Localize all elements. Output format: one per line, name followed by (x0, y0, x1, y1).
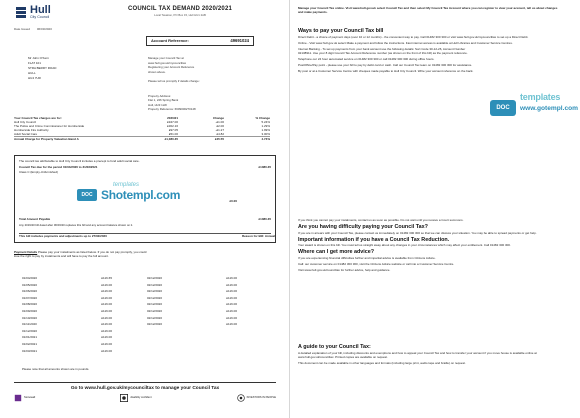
address-line: HULL (28, 71, 36, 75)
instalment-amount: £116.00 (226, 315, 237, 320)
guide-text: A detailed explanation of your bill, including discounts and exemptions and how to appeal your Council Tax and how to transfer your account if you move house is available online at www.hull.gov.uk/counciltax. Printed copies are available on request. (298, 350, 537, 359)
bill-back-page (290, 0, 580, 418)
bill-reason: Reason for Bill: Annual (241, 234, 275, 238)
payment-details-text: Please pay your instalments as listed below. If you do not pay promptly, you could lose the right to pay by instalments and will have to pay the full amount. (14, 250, 147, 259)
instalment-amount: £116.00 (226, 289, 237, 294)
guide-section (298, 344, 562, 367)
period-label: Council Tax due for the period 01/04/2020 to 31/03/2021 (19, 165, 98, 170)
instalment-row (22, 282, 112, 289)
instalment-row (22, 288, 112, 295)
charges-header: 2020/21 (167, 116, 178, 120)
logo-name: Hull (30, 4, 51, 16)
instalment-amount: £116.00 (226, 295, 237, 300)
advice-item: Call: our customer service on 01482 300 300, visit the Citizens Advice website or call into a Customer Service Centre. (298, 261, 455, 266)
watermark-logo (476, 92, 579, 122)
charges-table (14, 116, 270, 142)
instalment-row (22, 315, 112, 322)
pay-method-item: Online - Visit www.hull.gov.uk select Make a payment and follow the instructions. Fast internet access is available at Hull Libraries and Customer Service Centres. (298, 40, 513, 45)
instalment-date: 02/12/2020 (147, 322, 163, 327)
charge-total-change: £45.55 (214, 137, 224, 142)
instalment-row (22, 328, 112, 335)
instalment-date: 01/10/2020 (22, 315, 38, 320)
instalment-date: 01/06/2020 (22, 289, 38, 294)
charge-total-label: Annual Charge for Property Valuation Band A (14, 137, 79, 142)
stonewall-icon (14, 394, 22, 402)
pay-method-item: By post or at a Customer Service Centre with cheques made payable to Hull City Council. Write your account reference on the back. (298, 69, 474, 74)
charge-authority: Adult Social Care (14, 132, 38, 137)
instalment-date: 01/11/2020 (22, 322, 37, 327)
charge-authority: Humberside Fire Authority (14, 128, 49, 133)
instalment-date: 01/12/2020 (22, 328, 38, 333)
amounts-note: Please note that all amounts shown are in pounds. (22, 367, 90, 371)
charges-header: % Change (255, 116, 270, 120)
pay-method-item: Internet Banking - To set up payments from your bank account use the following details: Sort Code 30-12-26, Account Number 02138911. Use your 8 digit Council Tax Account Reference number (as shown on the front of this bill) as the payment reference. (298, 46, 468, 55)
online-intro (298, 6, 562, 14)
date-issued-label: Date Issued (14, 27, 31, 31)
instalment-date: 02/12/2020 (147, 308, 163, 313)
total-payable-value: £1080.35 (258, 217, 271, 221)
charges-row (14, 132, 270, 136)
hull-city-council-logo (14, 6, 51, 21)
instalment-row (147, 295, 237, 302)
instalment-date: 02/12/2020 (147, 302, 163, 307)
charge-authority: The Police and Crime Commissioner for Humberside (14, 124, 85, 129)
ways-to-pay-heading: Ways to pay your Council Tax bill (298, 28, 384, 34)
difficulty-text: If you are in arrears with your Council Tax, please contact us immediately on 01482 300 300 so that we can discuss your situation. You may be able to spread payments or get help. (298, 230, 537, 235)
instalment-row (22, 308, 112, 315)
manage-online-link[interactable]: Go to www.hull.gov.uk/mycounciltax to manage your Council Tax (14, 382, 276, 392)
charge-amount: £97.05 (168, 128, 178, 133)
instalment-row (22, 348, 112, 355)
charge-change: -£1.27 (215, 128, 224, 133)
closing-text: This document can be made available in other languages and formats (including large print, audio tape and braille) on request. (298, 360, 466, 365)
instalment-date: 01/05/2020 (22, 282, 38, 287)
instalment-date: 02/12/2020 (147, 289, 163, 294)
instalment-date: 01/07/2020 (22, 295, 38, 300)
instalment-date: 02/12/2020 (147, 276, 163, 280)
watermark-top-text: templates (520, 92, 561, 102)
address-line: Mr John O'Kern (28, 56, 49, 60)
crown-icon (14, 6, 28, 21)
watermark-main-text: Shotempl.com (101, 188, 181, 202)
instalment-date: 01/04/2020 (22, 276, 38, 280)
instalment-row (22, 275, 112, 282)
difficulty-heading: Are you having difficulty paying your Council Tax? (298, 224, 428, 231)
adult-social-care-note: The council tax attributable to Hull City Council includes a precept to fund adult social care. (19, 159, 140, 163)
address-line: FLAT 101 (28, 61, 41, 65)
page-subtitle: Local Taxation, PO Box 15, Hull HU1 2AB (154, 13, 206, 17)
instalment-amount: £116.00 (226, 302, 237, 307)
charge-amount: £51.00 (168, 132, 178, 137)
account-reference-value: 49691024 (230, 38, 249, 44)
property-line: Property Address: (148, 94, 171, 98)
advice-heading: Where can I get more advice? (298, 249, 375, 256)
accreditation-logos (14, 394, 276, 402)
advice-item: Visit www.hull.gov.uk/counciltax for further advice, help and guidance. (298, 267, 391, 272)
instalment-row (147, 308, 237, 315)
charge-percent: 1.99% (261, 128, 270, 133)
page-title: COUNCIL TAX DEMAND 2020/2021 (127, 6, 233, 12)
account-reference-label: Account Reference: (151, 38, 189, 44)
charge-amount: £947.00 (167, 120, 178, 125)
instalment-date: 02/12/2020 (147, 295, 163, 300)
difficulty-intro: If you think you cannot pay your instalments, contact us as soon as possible. Do not wait until you receive a Court summons. (298, 218, 464, 222)
instalment-date: 02/12/2020 (147, 282, 163, 287)
charge-change: £4.82 (216, 132, 224, 137)
charge-percent: 5.24% (261, 120, 270, 125)
payment-details (14, 250, 150, 258)
watermark-top-text: templates (113, 182, 140, 188)
watermark-doc-icon: DOC (77, 189, 97, 201)
instalment-row (22, 321, 112, 328)
charge-total-amount: £1,080.35 (164, 137, 178, 142)
online-intro-text: Manage your Council Tax online. Visit www.hull.gov.uk select Council Tax and then select My Council Tax Account where you can register to view your account, tell us about changes and make payments. (298, 6, 558, 15)
logo-sub: City Council (30, 15, 50, 19)
advice-item: If you are experiencing financial difficulties further and impartial advice is available from Citizens Advice. (298, 255, 436, 260)
instalment-row (147, 282, 237, 289)
disability-confident-logo (120, 394, 151, 402)
instalment-amount: £116.00 (101, 328, 112, 333)
addressee-block (28, 56, 56, 81)
bill-info-row (19, 235, 275, 239)
instalment-row (147, 275, 237, 282)
investors-in-people-logo (237, 394, 276, 402)
instalment-amount: £116.00 (101, 282, 112, 287)
instalment-row (147, 288, 237, 295)
instalment-amount: £116.00 (226, 276, 237, 280)
instalment-column (147, 275, 237, 328)
manage-line: shown above. (148, 69, 166, 74)
reduction-text: Your award is shown on this bill. You must tell us straight away about any changes in your circumstances which may affect your entitlement. Call 01482 300 300. (298, 243, 511, 248)
property-line: Property Reference: 6609000270148 (148, 107, 196, 112)
property-line: Flat 1, 226 Spring Bank (148, 98, 179, 103)
date-issued-value: 06/03/2020 (36, 27, 52, 31)
instalment-amount: £116.00 (101, 315, 112, 320)
stonewall-logo (14, 394, 35, 402)
charge-authority: Hull City Council (14, 120, 37, 125)
charge-amount: £302.16 (167, 124, 178, 129)
instalment-amount: £116.00 (101, 302, 112, 307)
logo-label: Stonewall (24, 396, 36, 400)
manage-line: Please tell us promptly if details change: (148, 78, 200, 83)
exemption-class: Class C (Empty-Unfurnished) (19, 170, 59, 175)
logo-label: disability confident (130, 396, 152, 400)
instalment-amount: £116.00 (101, 341, 112, 346)
total-payable-label: Total Amount Payable (19, 217, 51, 221)
property-details (148, 94, 258, 112)
investors-in-people-icon (237, 394, 245, 402)
ways-to-pay-section (298, 28, 562, 75)
pay-method-item: Telephone our 24 hour automated service on 01482 300 300 or call 01482 300 300 during office hours. (298, 56, 435, 61)
instalment-date: 01/08/2020 (22, 302, 38, 307)
address-line: STRA BERRY ROAD (28, 66, 57, 70)
manage-line: www.hull.gov.uk/mycounciltax (148, 60, 187, 65)
guide-heading: A guide to your Council Tax: (298, 344, 371, 350)
pay-method-item: PostOffice/Pay point - please use your bill to pay by debit card or cash. Call our Council Tax team on 01482 300 300 for assistance. (298, 62, 473, 67)
instalment-date: 01/02/2021 (22, 341, 38, 346)
manage-account-info (148, 56, 258, 84)
instalment-amount: £116.00 (101, 335, 112, 340)
instalment-amount: £116.00 (101, 308, 112, 313)
instalment-amount: £116.00 (101, 289, 112, 294)
instalment-row (22, 295, 112, 302)
bill-info-label: This bill includes payments and adjustments up to 27/02/2020 (19, 234, 107, 238)
property-line: Hull, HU3 1LW (148, 102, 167, 107)
instalment-column (22, 275, 112, 354)
address-line: HU4 7UR (28, 76, 41, 80)
watermark-main-text: www.gotempl.com (520, 105, 579, 112)
logo-label: INVESTORS IN PEOPLE (246, 396, 276, 400)
date-issued (14, 28, 58, 32)
replacement-note: Any 2019/20 bill dated after 06/03/20 replaces this bill and any account balance shown on it. (19, 223, 133, 227)
instalment-date: 01/09/2020 (22, 308, 38, 313)
charge-total-percent: 4.74% (261, 137, 270, 142)
charge-change: £2.00 (216, 124, 224, 129)
charge-percent: 1.29% (261, 124, 270, 129)
instalment-amount: £116.00 (101, 295, 112, 300)
account-reference-box (146, 36, 254, 46)
instalment-row (147, 321, 237, 328)
exemption-value: £0.00 (229, 199, 237, 203)
manage-line: Manage your Council Tax at (148, 56, 184, 60)
amount-payable-box (14, 155, 276, 243)
difficulty-section (298, 218, 562, 274)
instalment-amount: £116.00 (101, 348, 112, 353)
manage-line: Registering your Account Reference (148, 65, 195, 70)
pay-method-item: Direct Debit - a choice of payment days (over 10 or 12 months) - the convenient way to pay. Call 01482 300 300 or visit www.hull.gov.uk/mycounciltax to set up a Direct Debit. (298, 34, 529, 39)
instalment-amount: £116.00 (226, 322, 237, 327)
instalment-row (22, 341, 112, 348)
instalment-amount: £116.00 (101, 322, 112, 327)
instalment-amount: £116.65 (101, 276, 112, 280)
payment-details-label: Payment Details (14, 250, 38, 254)
instalment-row (147, 315, 237, 322)
instalment-date: 02/12/2020 (147, 315, 163, 320)
reduction-heading: Important information if you have a Council Tax Reduction. (298, 236, 450, 243)
watermark-doc-icon: DOC (490, 100, 516, 116)
charges-header: Your Council Tax charges are for: (14, 116, 62, 120)
total-payable-row (19, 218, 271, 222)
disability-confident-icon (120, 394, 128, 402)
instalment-row (22, 301, 112, 308)
charge-percent: 3.00% (261, 132, 270, 137)
period-value: £1080.35 (258, 165, 271, 170)
instalment-date: 01/01/2021 (22, 335, 38, 340)
instalment-date: 01/03/2021 (22, 348, 38, 353)
charges-total-row (14, 136, 270, 141)
instalment-row (22, 334, 112, 341)
charge-change: -£1.00 (215, 120, 224, 125)
instalment-row (147, 301, 237, 308)
instalment-amount: £116.00 (226, 308, 237, 313)
charges-header: Change (212, 116, 224, 120)
watermark-logo (77, 182, 227, 206)
instalment-amount: £116.00 (226, 282, 237, 287)
